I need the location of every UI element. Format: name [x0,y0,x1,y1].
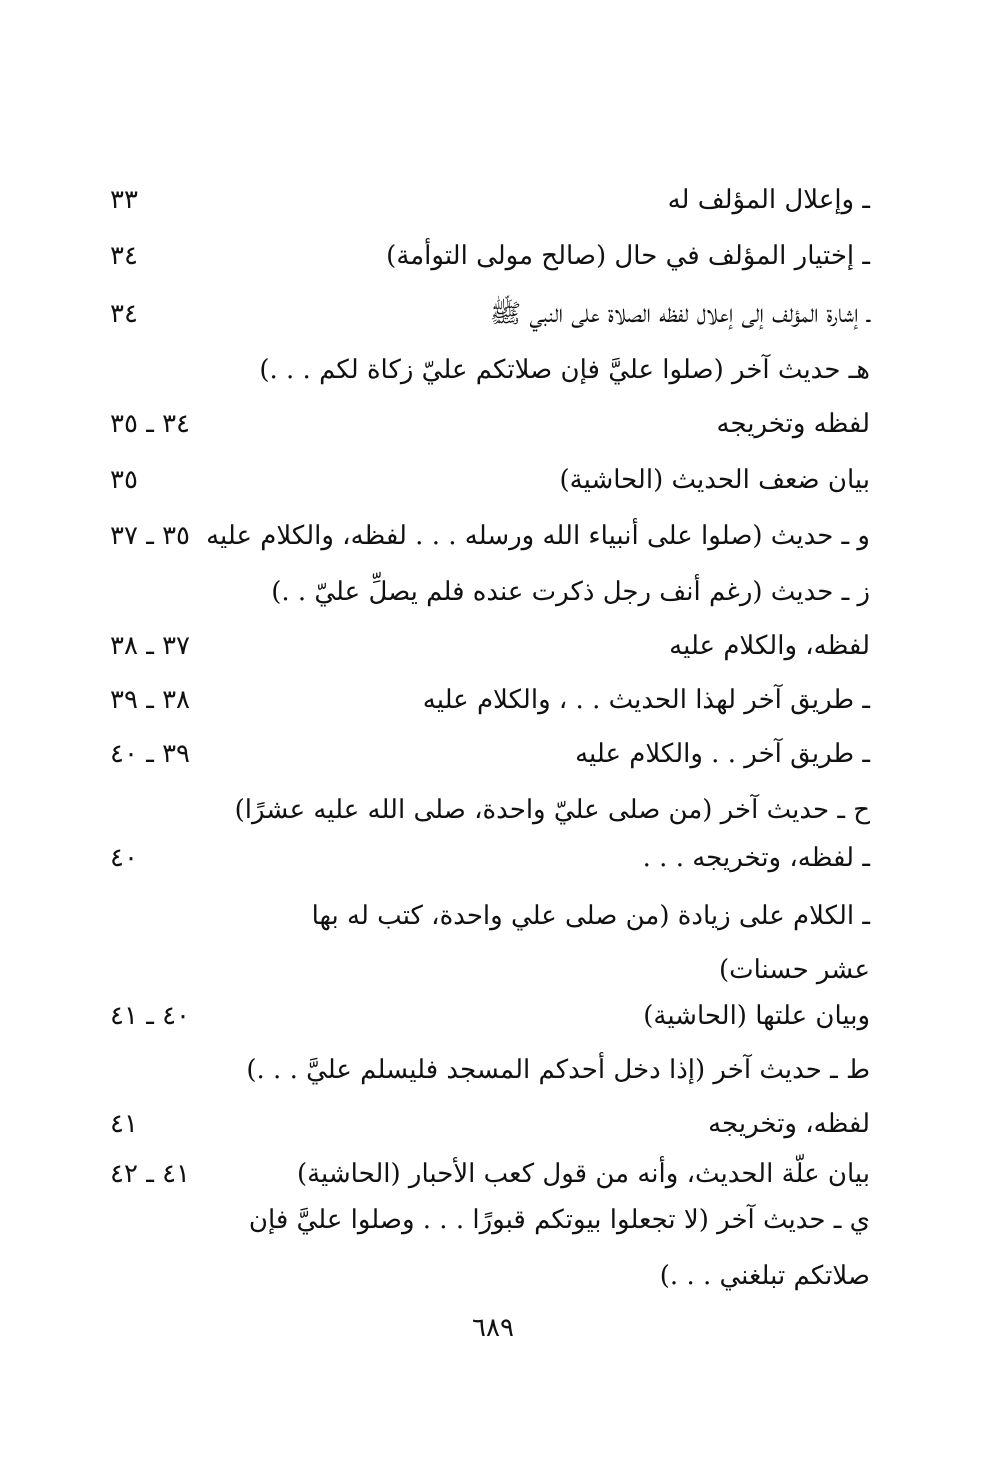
toc-entry [110,682,870,722]
toc-entry-text: ي ـ حديث آخر (لا تجعلوا بيوتكم قبورًا . . . وصلوا عليَّ فإن [248,1205,870,1235]
toc-entry-text: ـ طريق آخر . . والكلام عليه [575,739,870,769]
toc-entry [110,1202,870,1242]
toc-entry-page: ٣٧ ـ ٣٨ [110,631,191,661]
toc-entry [110,998,870,1038]
toc-entry [110,792,870,832]
toc-entry-page: ٣٥ ـ ٣٧ [110,521,191,551]
toc-entry-text: لفظه، وتخريجه [708,1109,870,1139]
toc-entry-text: ـ الكلام على زيادة (من صلى علي واحدة، كتب له بها [311,901,870,931]
toc-entry-page: ٤١ ـ ٤٢ [110,1159,191,1189]
toc-entry-text: بيان ضعف الحديث (الحاشية) [559,465,870,495]
toc-entry-text: ح ـ حديث آخر (من صلى عليّ واحدة، صلى الله عليه عشرًا) [234,795,870,825]
toc-entry-text: عشر حسنات) [719,955,870,985]
toc-entry-text: وبيان علتها (الحاشية) [643,1001,870,1031]
toc-entry [110,1156,870,1196]
toc-entry-page: ٤٠ [110,843,138,873]
toc-entry-page: ٣٤ [110,241,138,271]
toc-entry-text: هـ حديث آخر (صلوا عليَّ فإن صلاتكم عليّ زكاة لكم . . .) [259,355,870,385]
toc-entry [110,406,870,446]
toc-entry-page: ٣٩ ـ ٤٠ [110,739,191,769]
toc-entry [110,296,870,336]
toc-entry-text: لفظه وتخريجه [716,409,870,439]
toc-entry-text: لفظه، والكلام عليه [669,631,870,661]
toc-entry [110,628,870,668]
toc-entry-page: ٤٠ ـ ٤١ [110,1001,191,1031]
toc-entry [110,574,870,614]
toc-entry [110,736,870,776]
toc-entry-text: ـ وإعلال المؤلف له [667,185,870,215]
toc-entry-text: ـ إختيار المؤلف في حال (صالح مولى التوأمة) [386,241,870,271]
toc-entry-text: ـ إشارة المؤلف إلى إعلال لفظه الصلاة على النبي ﷺ [489,299,870,329]
toc-entry-page: ٤١ [110,1109,138,1139]
toc-entry [110,462,870,502]
toc-entry [110,1258,870,1298]
toc-entry-page: ٣٣ [110,185,138,215]
toc-entry-text: ط ـ حديث آخر (إذا دخل أحدكم المسجد فليسلم عليَّ . . .) [246,1055,870,1085]
toc-entry [110,238,870,278]
toc-entry [110,1106,870,1146]
toc-entry [110,518,870,558]
page-number: ٦٨٩ [472,1313,514,1343]
toc-entry-text: بيان علّة الحديث، وأنه من قول كعب الأحبار (الحاشية) [296,1159,870,1189]
toc-entry-text: و ـ حديث (صلوا على أنبياء الله ورسله . . . لفظه، والكلام عليه [206,521,870,551]
toc-entry [110,952,870,992]
toc-entry [110,840,870,880]
toc-entry [110,1052,870,1092]
toc-entry-text: ز ـ حديث (رغم أنف رجل ذكرت عنده فلم يصلِّ عليّ . .) [271,577,870,607]
toc-entry-text: ـ لفظه، وتخريجه . . . [642,843,870,873]
toc-entry-page: ٣٤ ـ ٣٥ [110,409,191,439]
toc-entry [110,182,870,222]
toc-entry-text: صلاتكم تبلغني . . .) [659,1261,870,1291]
toc-entry-page: ٣٤ [110,299,138,329]
toc-entry-page: ٣٨ ـ ٣٩ [110,685,191,715]
toc-entry [110,898,870,938]
toc-entry-page: ٣٥ [110,465,138,495]
toc-entry [110,352,870,392]
toc-entry-text: ـ طريق آخر لهذا الحديث . . ، والكلام عليه [422,685,870,715]
